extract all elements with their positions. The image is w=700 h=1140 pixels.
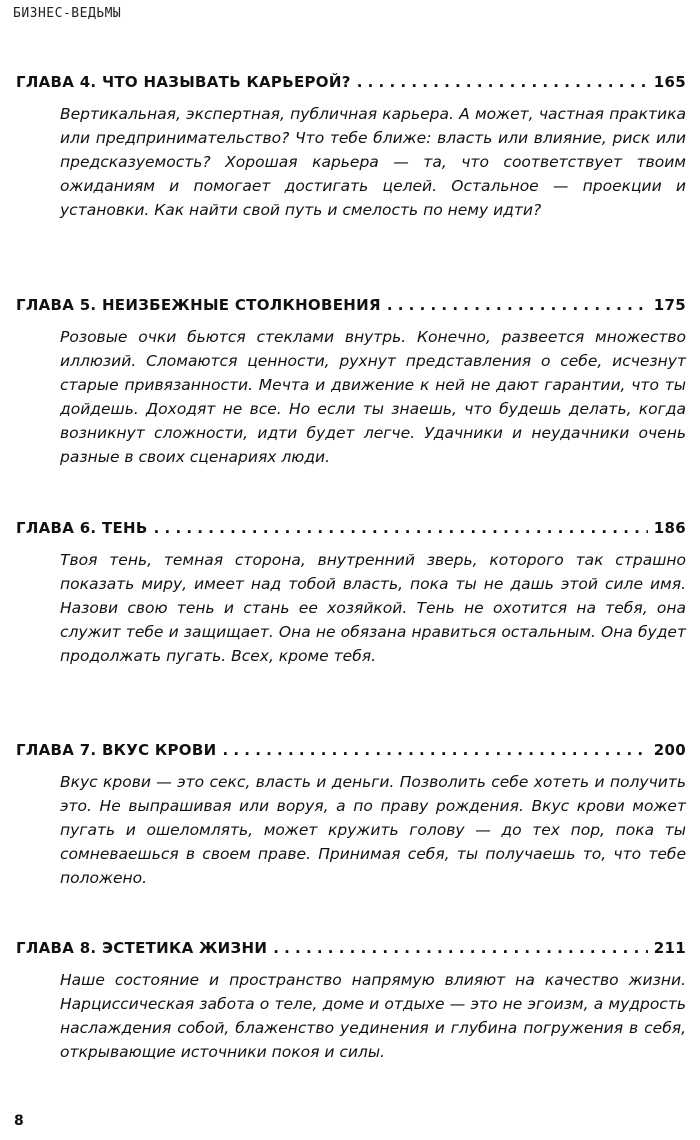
chapter-title: ГЛАВА 4. ЧТО НАЗЫВАТЬ КАРЬЕРОЙ?	[16, 73, 351, 91]
chapter-description: Твоя тень, темная сторона, внутренний зверь, которого так страшно показать миру, имеет над тобой власть, пока ты не дашь этой силе имя. Назови свою тень и стань ее хозяйкой. Тень не охотится на тебя, она служит тебе и защищает. Она не обязана нравиться остальным. Она будет продолжать пугать. Всех, кроме тебя.	[60, 551, 686, 665]
dot-leader	[273, 938, 648, 958]
chapter-title: ГЛАВА 6. ТЕНЬ	[16, 519, 148, 537]
chapter-title: ГЛАВА 8. ЭСТЕТИКА ЖИЗНИ	[16, 939, 268, 957]
toc-line[interactable]	[16, 518, 686, 538]
page-number: 186	[653, 519, 686, 537]
page-number: 200	[653, 741, 686, 759]
dot-leader	[154, 518, 648, 538]
toc-entry-chapter-4	[16, 72, 686, 222]
toc-line[interactable]	[16, 740, 686, 760]
chapter-description: Вкус крови — это секс, власть и деньги. Позволить себе хотеть и получить это. Не выпрашивая или воруя, а по праву рождения. Вкус крови может пугать и ошеломлять, может кружить голову — до тех пор, пока ты сомневаешься в своем праве. Принимая себя, ты получаешь то, что тебе положено.	[60, 773, 686, 887]
dot-leader	[357, 72, 648, 92]
page-folio: 8	[14, 1113, 24, 1129]
toc-entry-chapter-7	[16, 740, 686, 890]
dot-leader	[387, 295, 648, 315]
running-head: БИЗНЕС-ВЕДЬМЫ	[13, 6, 122, 21]
toc-line[interactable]	[16, 938, 686, 958]
chapter-description: Вертикальная, экспертная, публичная карьера. А может, частная практика или предпринимательство? Что тебе ближе: власть или влияние, риск или предсказуемость? Хорошая карьера — та, что соответствует твоим ожиданиям и помогает достигать целей. Остальное — проекции и установки. Как найти свой путь и смелость по нему идти?	[60, 105, 686, 219]
toc-line[interactable]	[16, 72, 686, 92]
toc-entry-chapter-6	[16, 518, 686, 668]
chapter-title: ГЛАВА 7. ВКУС КРОВИ	[16, 741, 217, 759]
page-number: 165	[653, 73, 686, 91]
page-number: 211	[653, 939, 686, 957]
toc-entry-chapter-8	[16, 938, 686, 1064]
chapter-description: Розовые очки бьются стеклами внутрь. Конечно, развеется множество иллюзий. Сломаются ценности, рухнут представления о себе, исчезнут старые привязанности. Мечта и движение к ней не дают гарантии, что ты дойдешь. Доходят не все. Но если ты знаешь, что будешь делать, когда возникнут сложности, идти будет легче. Удачники и неудачники очень разные в своих сценариях люди.	[60, 328, 686, 466]
toc-line[interactable]	[16, 295, 686, 315]
page-number: 175	[653, 296, 686, 314]
chapter-title: ГЛАВА 5. НЕИЗБЕЖНЫЕ СТОЛКНОВЕНИЯ	[16, 296, 381, 314]
chapter-description: Наше состояние и пространство напрямую влияют на качество жизни. Нарциссическая забота о теле, доме и отдыхе — это не эгоизм, а мудрость наслаждения собой, блаженство уединения и глубина погружения в себя, открывающие источники покоя и силы.	[60, 971, 686, 1061]
toc-entry-chapter-5	[16, 295, 686, 469]
dot-leader	[222, 740, 647, 760]
